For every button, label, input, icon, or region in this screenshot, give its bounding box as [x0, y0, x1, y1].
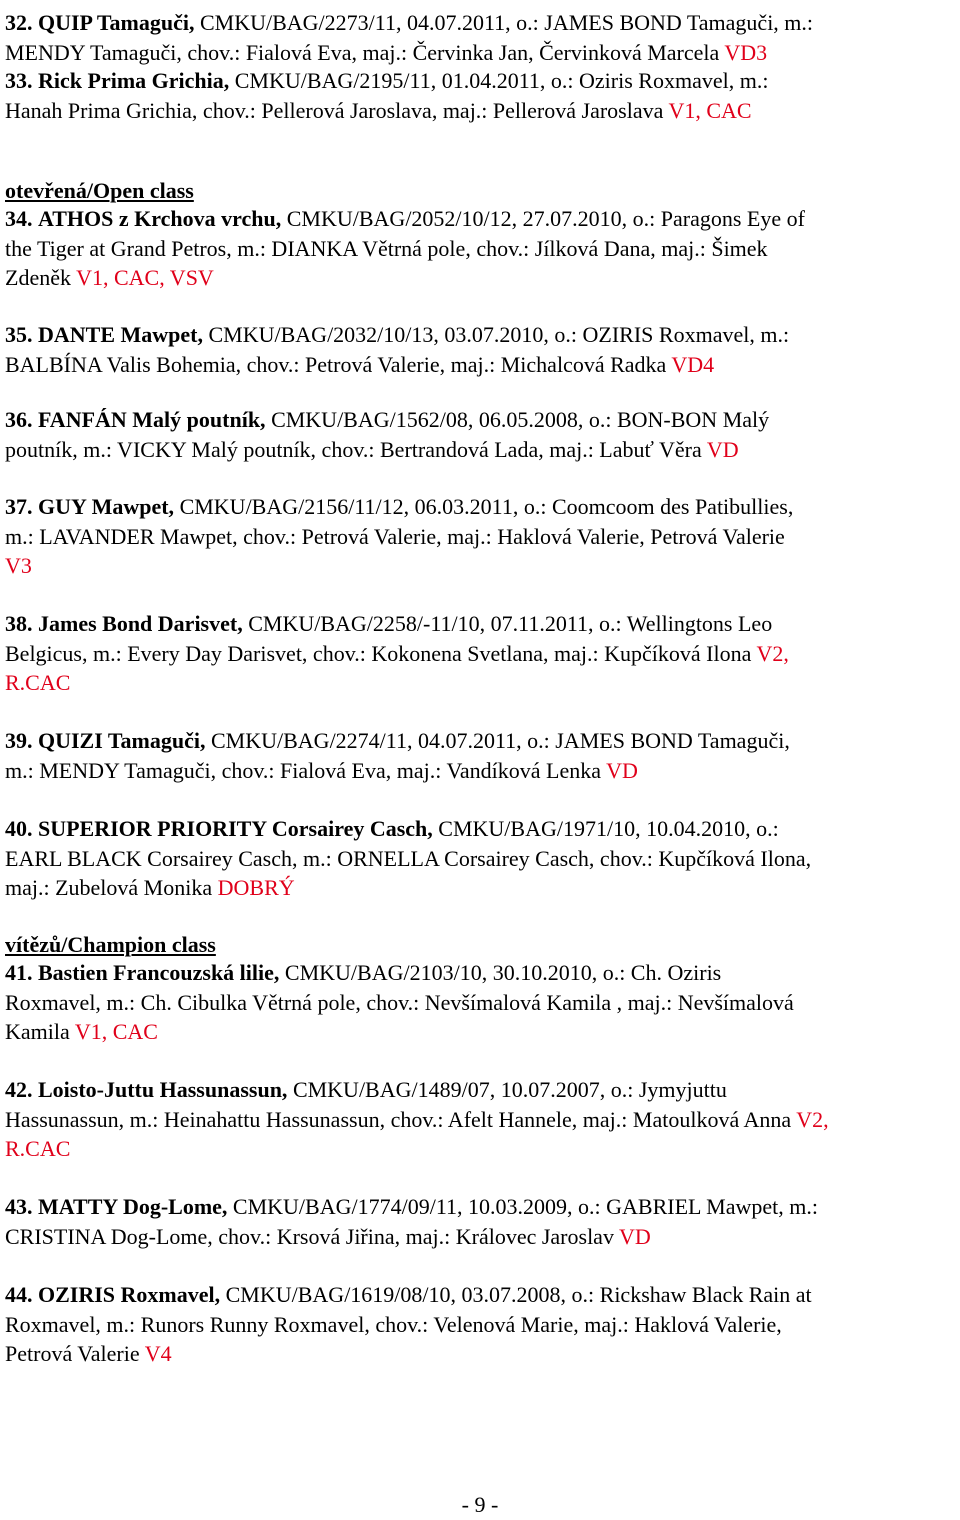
entry-details: CMKU/BAG/2156/11/12, 06.03.2011, o.: Coomcoom des Patibullies,	[174, 494, 794, 519]
entry-details: CMKU/BAG/1619/08/10, 03.07.2008, o.: Rickshaw Black Rain at	[220, 1282, 812, 1307]
entry-line	[5, 234, 805, 264]
entry-line	[5, 1017, 794, 1047]
entry-line	[5, 204, 805, 234]
entry-number: 37.	[5, 494, 33, 519]
award-text: VD	[619, 1223, 651, 1249]
entry-line	[5, 38, 813, 68]
entry-line	[5, 988, 794, 1018]
dog-entry	[5, 814, 811, 903]
entry-details: Zdeněk	[5, 265, 77, 290]
award-text: V3	[5, 553, 32, 578]
entry-number: 43.	[5, 1194, 33, 1219]
entry-details: m.: MENDY Tamaguči, chov.: Fialová Eva, maj.: Vandíková Lenka	[5, 757, 607, 783]
entry-number: 44.	[5, 1282, 33, 1307]
entry-line	[5, 958, 794, 988]
entry-line	[5, 492, 793, 522]
dog-entry	[5, 1075, 829, 1164]
entry-number: 39.	[5, 728, 33, 753]
dog-entry	[5, 726, 790, 785]
dog-entry	[5, 8, 813, 67]
dog-name: Bastien Francouzská lilie,	[38, 960, 280, 985]
entry-details: CMKU/BAG/1971/10, 10.04.2010, o.:	[432, 816, 779, 841]
entry-number: 40.	[5, 816, 33, 841]
entry-line	[5, 668, 789, 698]
entry-line	[5, 435, 769, 465]
entry-line	[5, 8, 813, 38]
entry-number: 41.	[5, 960, 33, 985]
entry-line	[5, 1192, 818, 1222]
dog-name: ATHOS z Krchova vrchu,	[38, 206, 282, 231]
entry-details: CMKU/BAG/1562/08, 06.05.2008, o.: BON-BON Malý	[265, 407, 770, 432]
entry-line	[5, 1310, 812, 1340]
entry-details: Belgicus, m.: Every Day Darisvet, chov.: Kokonena Svetlana, maj.: Kupčíková Ilona	[5, 640, 757, 666]
entry-details: CMKU/BAG/2258/-11/10, 07.11.2011, o.: Wellingtons Leo	[242, 611, 773, 636]
award-text: V1, CAC	[74, 1019, 158, 1044]
dog-entry	[5, 958, 794, 1047]
dog-name: Loisto-Juttu Hassunassun,	[38, 1077, 288, 1102]
award-text: V2,	[796, 1106, 829, 1132]
entry-details: CMKU/BAG/2195/11, 01.04.2011, o.: Oziris Roxmavel, m.:	[229, 68, 769, 93]
award-text: R.CAC	[5, 670, 71, 695]
award-text: V2,	[756, 640, 789, 666]
entry-details: CMKU/BAG/2103/10, 30.10.2010, o.: Ch. Oziris	[279, 960, 722, 985]
entry-details: m.: LAVANDER Mawpet, chov.: Petrová Valerie, maj.: Haklová Valerie, Petrová Valerie	[5, 523, 785, 549]
entry-details: poutník, m.: VICKY Malý poutník, chov.: Bertrandová Lada, maj.: Labuť Věra	[5, 436, 707, 462]
entry-details: Hanah Prima Grichia, chov.: Pellerová Jaroslava, maj.: Pellerová Jaroslava	[5, 97, 669, 123]
award-text: VD4	[671, 351, 715, 377]
entry-line	[5, 639, 789, 669]
dog-name: MATTY Dog-Lome,	[38, 1194, 228, 1219]
entry-number: 32.	[5, 10, 33, 35]
entry-line	[5, 1075, 829, 1105]
entry-line	[5, 1134, 829, 1164]
entry-details: the Tiger at Grand Petros, m.: DIANKA Větrná pole, chov.: Jílková Dana, maj.: Šimek	[5, 235, 768, 261]
entry-line	[5, 844, 811, 874]
entry-details: CMKU/BAG/1774/09/11, 10.03.2009, o.: GABRIEL Mawpet, m.:	[227, 1194, 818, 1219]
dog-name: QUIP Tamaguči,	[38, 10, 195, 35]
entry-details: CMKU/BAG/2032/10/13, 03.07.2010, o.: OZIRIS Roxmavel, m.:	[203, 322, 790, 347]
dog-entry	[5, 405, 769, 464]
entry-line	[5, 522, 793, 552]
entry-details: BALBÍNA Valis Bohemia, chov.: Petrová Valerie, maj.: Michalcová Radka	[5, 351, 672, 377]
dog-name: QUIZI Tamaguči,	[38, 728, 206, 753]
award-text: R.CAC	[5, 1136, 71, 1161]
entry-line	[5, 726, 790, 756]
entry-details: CMKU/BAG/2274/11, 04.07.2011, o.: JAMES BOND Tamaguči,	[205, 728, 790, 753]
section-heading: vítězů/Champion class	[5, 932, 216, 957]
entry-details: CMKU/BAG/2052/10/12, 27.07.2010, o.: Paragons Eye of	[281, 206, 805, 231]
entry-details: CMKU/BAG/1489/07, 10.07.2007, o.: Jymyjuttu	[287, 1077, 727, 1102]
entry-details: maj.: Zubelová Monika	[5, 875, 218, 900]
entry-number: 33.	[5, 68, 33, 93]
dog-name: James Bond Darisvet,	[38, 611, 243, 636]
dog-entry	[5, 320, 789, 379]
dog-name: Rick Prima Grichia,	[38, 68, 230, 93]
section-heading: otevřená/Open class	[5, 178, 194, 203]
entry-line	[5, 1105, 829, 1135]
entry-details: Petrová Valerie	[5, 1341, 145, 1366]
award-text: VD	[606, 757, 638, 783]
entry-details: Hassunassun, m.: Heinahattu Hassunassun, chov.: Afelt Hannele, maj.: Matoulková Anna	[5, 1106, 797, 1132]
entry-line	[5, 1339, 812, 1369]
entry-details: MENDY Tamaguči, chov.: Fialová Eva, maj.: Červinka Jan, Červinková Marcela	[5, 39, 725, 65]
dog-entry	[5, 66, 768, 125]
entry-line	[5, 1222, 818, 1252]
entry-details: CRISTINA Dog-Lome, chov.: Krsová Jiřina, maj.: Královec Jaroslav	[5, 1223, 620, 1249]
award-text: VD	[706, 436, 739, 462]
entry-number: 42.	[5, 1077, 33, 1102]
entry-line	[5, 873, 811, 903]
entry-line	[5, 320, 789, 350]
entry-number: 35.	[5, 322, 33, 347]
entry-details: CMKU/BAG/2273/11, 04.07.2011, o.: JAMES BOND Tamaguči, m.:	[194, 10, 814, 35]
dog-name: DANTE Mawpet,	[38, 322, 203, 347]
page-number: - 9 -	[461, 1492, 499, 1517]
entry-line	[5, 66, 768, 96]
dog-entry	[5, 609, 789, 698]
dog-name: GUY Mawpet,	[38, 494, 175, 519]
entry-line	[5, 609, 789, 639]
entry-details: Kamila	[5, 1019, 75, 1044]
dog-name: SUPERIOR PRIORITY Corsairey Casch,	[38, 816, 433, 841]
award-text: V1, CAC, VSV	[76, 265, 214, 290]
dog-entry	[5, 204, 805, 293]
dog-entry	[5, 1280, 812, 1369]
entry-details: Roxmavel, m.: Runors Runny Roxmavel, chov.: Velenová Marie, maj.: Haklová Valerie,	[5, 1311, 782, 1337]
dog-entry	[5, 492, 793, 581]
award-text: V4	[144, 1341, 172, 1366]
award-text: VD3	[724, 39, 768, 65]
award-text: V1, CAC	[668, 97, 752, 123]
entry-line	[5, 551, 793, 581]
entry-details: Roxmavel, m.: Ch. Cibulka Větrná pole, chov.: Nevšímalová Kamila , maj.: Nevšímalová	[5, 989, 794, 1015]
entry-line	[5, 96, 768, 126]
entry-line	[5, 350, 789, 380]
entry-number: 36.	[5, 407, 33, 432]
dog-name: FANFÁN Malý poutník,	[38, 407, 266, 432]
entry-line	[5, 756, 790, 786]
entry-number: 38.	[5, 611, 33, 636]
dog-entry	[5, 1192, 818, 1251]
entry-details: EARL BLACK Corsairey Casch, m.: ORNELLA Corsairey Casch, chov.: Kupčíková Ilona,	[5, 845, 812, 871]
entry-line	[5, 814, 811, 844]
entry-line	[5, 405, 769, 435]
entry-number: 34.	[5, 206, 33, 231]
entry-line	[5, 1280, 812, 1310]
dog-name: OZIRIS Roxmavel,	[38, 1282, 221, 1307]
award-text: DOBRÝ	[217, 875, 295, 900]
entry-line	[5, 263, 805, 293]
